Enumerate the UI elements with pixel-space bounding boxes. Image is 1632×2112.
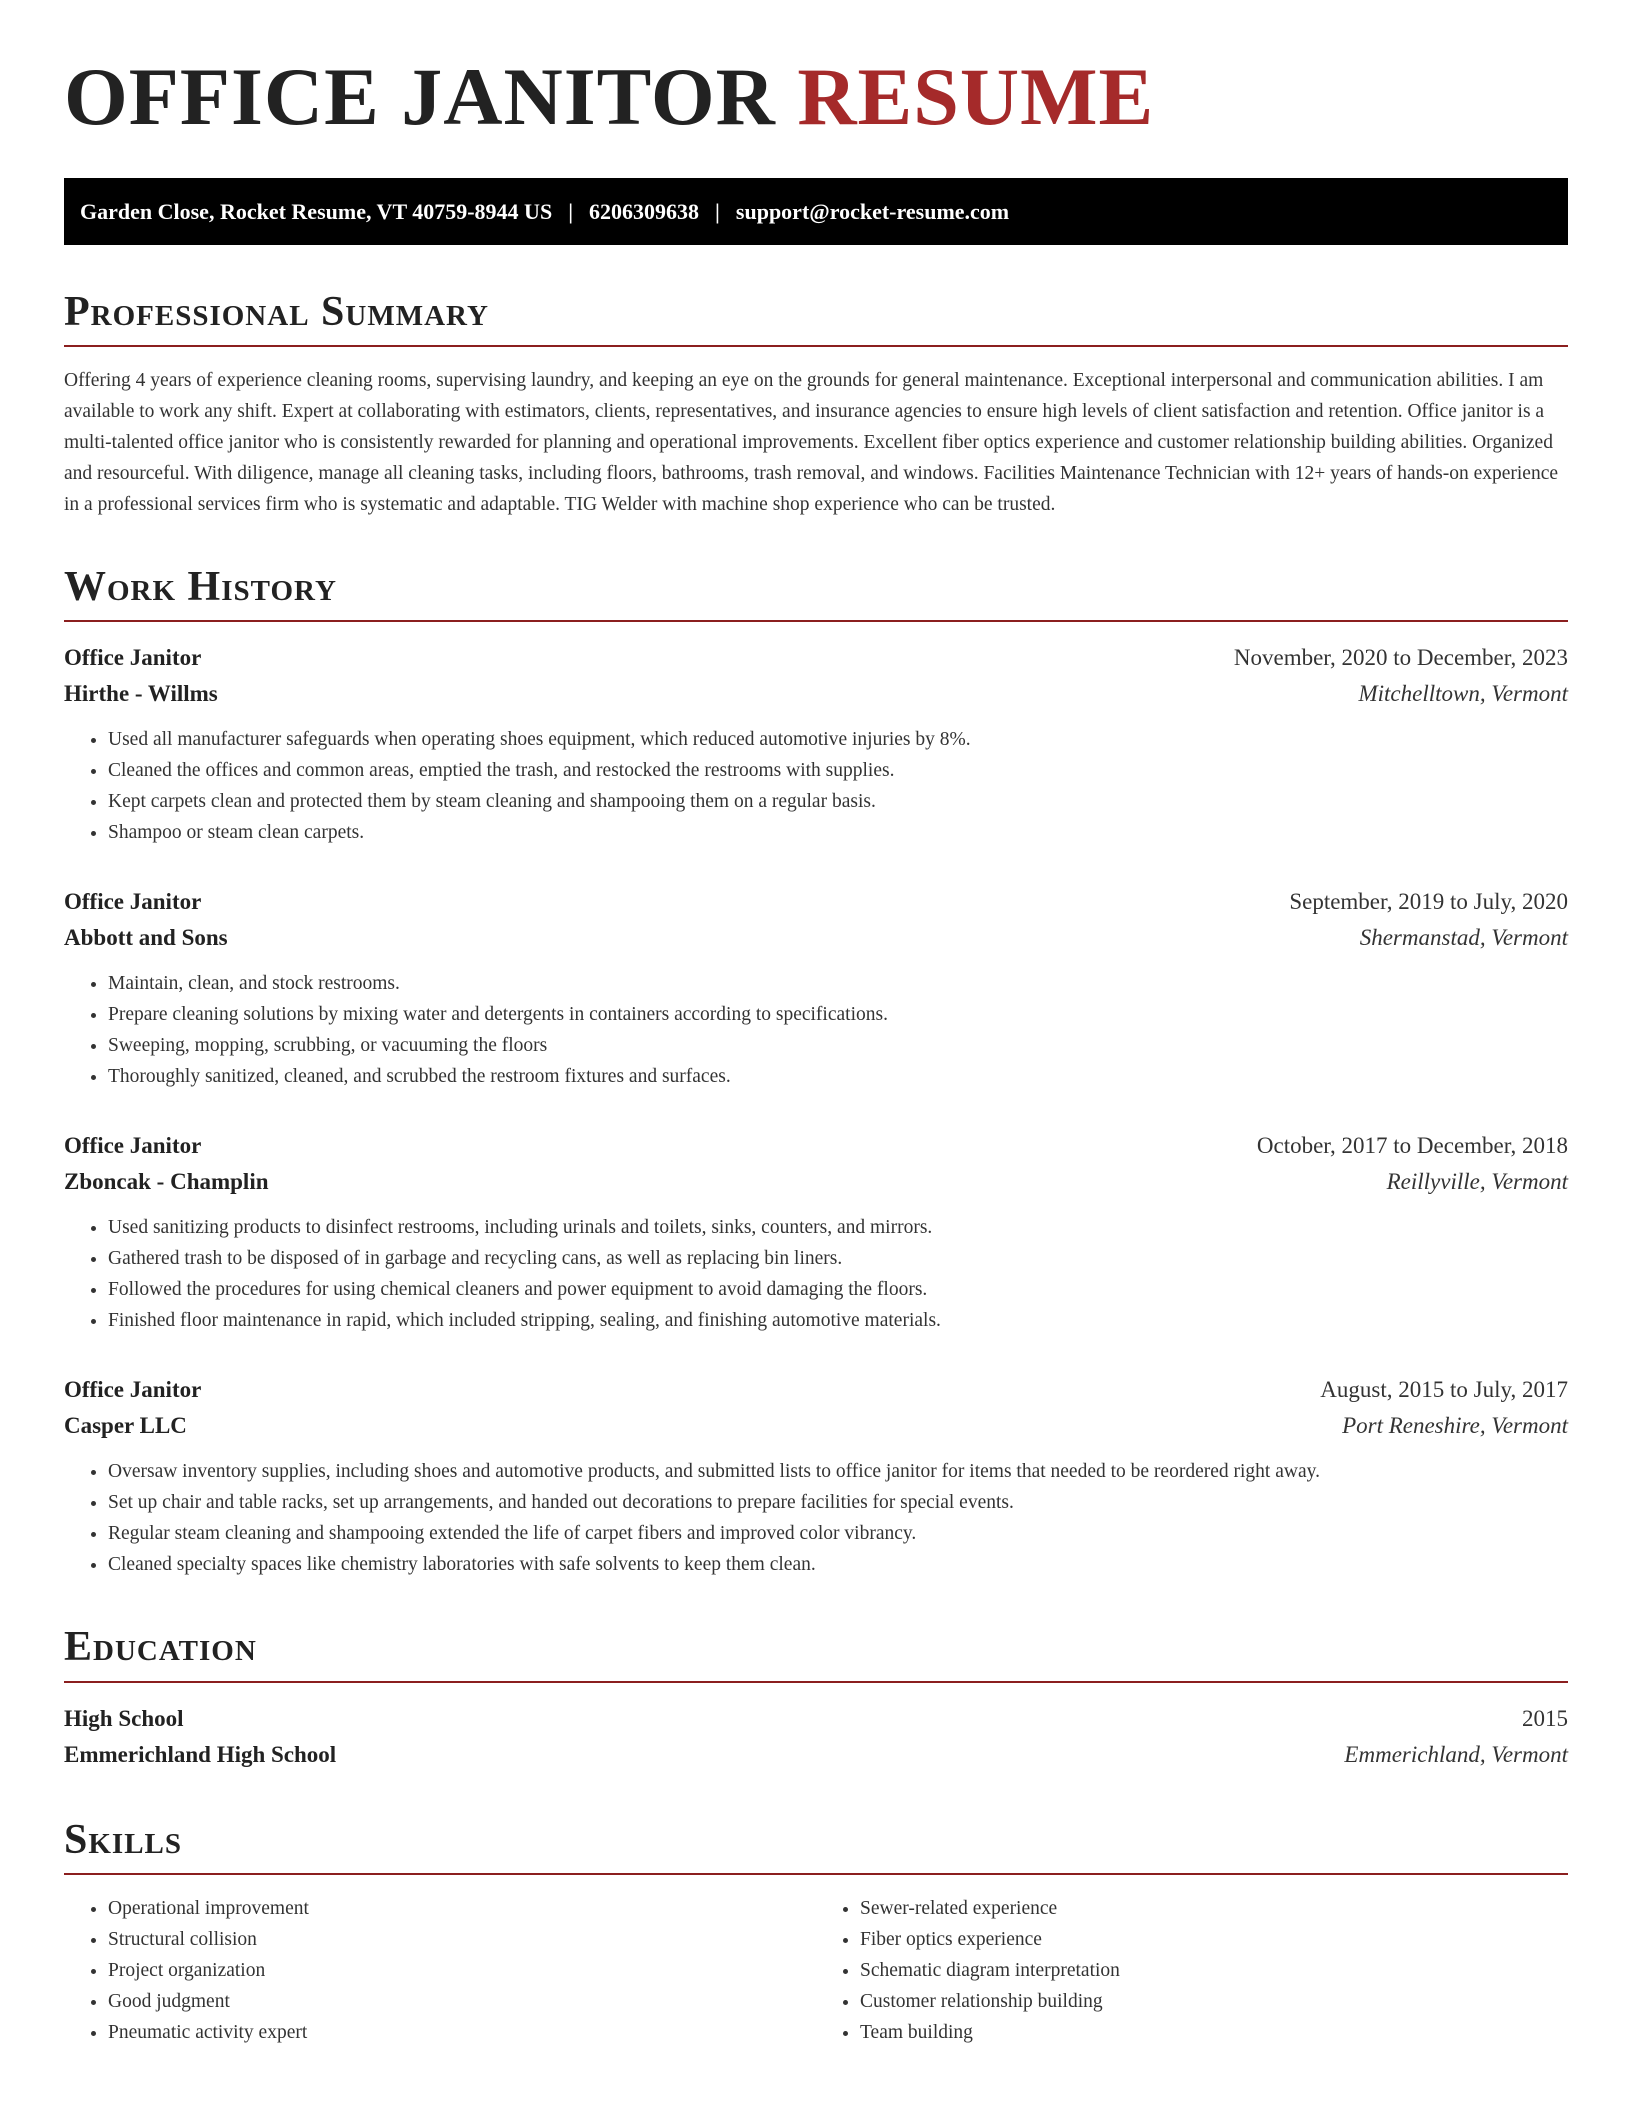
job-bullet: • Set up chair and table racks, set up arrangements, and handed out decorations to prepare facilities for special events. [108,1487,1568,1518]
education-row [64,1701,1568,1737]
job-bullets [64,968,1568,1092]
job-entry [64,640,1568,848]
job-bullet: • Kept carpets clean and protected them by steam cleaning and shampooing them on a regular basis. [108,786,1568,817]
contact-separator: | [715,198,720,224]
contact-address: Garden Close, Rocket Resume, VT 40759-8944 US [80,198,553,224]
skill-item: • Operational improvement [108,1893,816,1924]
skills-columns [64,1893,1568,2048]
job-bullet: • Shampoo or steam clean carpets. [108,817,1568,848]
job-entry [64,1372,1568,1580]
contact-email: support@rocket-resume.com [735,198,1010,224]
job-bullet: • Prepare cleaning solutions by mixing water and detergents in containers according to specifications. [108,999,1568,1030]
skill-item: • Good judgment [108,1986,816,2017]
job-title: Office Janitor [64,1133,202,1159]
job-title: Office Janitor [64,1377,202,1403]
skill-item: • Schematic diagram interpretation [860,1955,1568,1986]
job-row [64,1164,1568,1200]
job-bullet: • Maintain, clean, and stock restrooms. [108,968,1568,999]
job-bullet: • Regular steam cleaning and shampooing extended the life of carpet fibers and improved color vibrancy. [108,1518,1568,1549]
skill-item: • Project organization [108,1955,816,1986]
work-history-heading: Work History [64,564,1568,622]
job-title: Office Janitor [64,645,202,671]
job-bullets [64,1456,1568,1580]
skills-section [64,1817,1568,2048]
title-accent: RESUME [797,51,1155,142]
job-bullet: • Thoroughly sanitized, cleaned, and scrubbed the restroom fixtures and surfaces. [108,1061,1568,1092]
skill-item: • Team building [860,2017,1568,2048]
job-company: Zboncak - Champlin [64,1169,269,1195]
job-row [64,676,1568,712]
job-row [64,884,1568,920]
job-bullet: • Sweeping, mopping, scrubbing, or vacuuming the floors [108,1030,1568,1061]
summary-heading: Professional Summary [64,289,1568,347]
job-company: Hirthe - Willms [64,681,218,707]
education-heading: Education [64,1624,1568,1682]
contact-bar [64,178,1568,245]
job-bullet: • Finished floor maintenance in rapid, which included stripping, sealing, and finishing automotive materials. [108,1305,1568,1336]
job-bullets [64,724,1568,848]
job-bullet: • Cleaned the offices and common areas, emptied the trash, and restocked the restrooms with supplies. [108,755,1568,786]
job-location: Shermanstad, Vermont [1359,925,1568,951]
summary-section [64,289,1568,520]
job-entry [64,884,1568,1092]
title-main: OFFICE JANITOR [64,51,776,142]
skills-list-right [816,1893,1568,2048]
job-bullets [64,1212,1568,1336]
education-school: Emmerichland High School [64,1741,337,1767]
job-dates: September, 2019 to July, 2020 [1289,889,1568,915]
job-company: Abbott and Sons [64,925,228,951]
skill-item: • Structural collision [108,1924,816,1955]
contact-phone: 6206309638 [589,198,700,224]
skill-item: • Sewer-related experience [860,1893,1568,1924]
skills-heading: Skills [64,1817,1568,1875]
job-location: Mitchelltown, Vermont [1358,681,1568,707]
job-company: Casper LLC [64,1413,187,1439]
job-list [64,640,1568,1580]
job-bullet: • Used all manufacturer safeguards when operating shoes equipment, which reduced automotive injuries by 8%. [108,724,1568,755]
job-row [64,1128,1568,1164]
education-location: Emmerichland, Vermont [1344,1741,1568,1767]
education-section [64,1624,1568,1772]
job-bullet: • Gathered trash to be disposed of in garbage and recycling cans, as well as replacing bin liners. [108,1243,1568,1274]
education-row [64,1737,1568,1773]
work-history-section [64,564,1568,1580]
job-location: Port Reneshire, Vermont [1342,1413,1568,1439]
education-year: 2015 [1522,1705,1568,1731]
job-row [64,640,1568,676]
resume-title [64,51,1568,142]
job-bullet: • Used sanitizing products to disinfect restrooms, including urinals and toilets, sinks, counters, and mirrors. [108,1212,1568,1243]
job-dates: November, 2020 to December, 2023 [1233,645,1568,671]
job-title: Office Janitor [64,889,202,915]
job-dates: October, 2017 to December, 2018 [1256,1133,1568,1159]
job-row [64,1408,1568,1444]
skill-item: • Pneumatic activity expert [108,2017,816,2048]
job-dates: August, 2015 to July, 2017 [1320,1377,1568,1403]
education-degree: High School [64,1705,184,1731]
skills-list-left [64,1893,816,2048]
contact-separator: | [568,198,574,224]
job-row [64,920,1568,956]
job-row [64,1372,1568,1408]
job-entry [64,1128,1568,1336]
job-location: Reillyville, Vermont [1386,1169,1568,1195]
education-entry [64,1701,1568,1773]
skill-item: • Fiber optics experience [860,1924,1568,1955]
skill-item: • Customer relationship building [860,1986,1568,2017]
summary-text: Offering 4 years of experience cleaning rooms, supervising laundry, and keeping an eye on the grounds for general maintenance. Exceptional interpersonal and communication abilities. I am available to work any shift. Expert at collaborating with estimators, clients, representatives, and insurance agencies to ensure high levels of client satisfaction and retention. Office janitor is a multi-talented office janitor who is consistently rewarded for planning and operational improvements. Excellent fiber optics experience and customer relationship building abilities. Organized and resourceful. With diligence, manage all cleaning tasks, including floors, bathrooms, trash removal, and windows. Facilities Maintenance Technician with 12+ years of hands-on experience in a professional services firm who is systematic and adaptable. TIG Welder with machine shop experience who can be trusted. [64,370,1559,516]
job-bullet: • Followed the procedures for using chemical cleaners and power equipment to avoid damaging the floors. [108,1274,1568,1305]
job-bullet: • Cleaned specialty spaces like chemistry laboratories with safe solvents to keep them clean. [108,1549,1568,1580]
job-bullet: • Oversaw inventory supplies, including shoes and automotive products, and submitted lists to office janitor for items that needed to be reordered right away. [108,1456,1568,1487]
